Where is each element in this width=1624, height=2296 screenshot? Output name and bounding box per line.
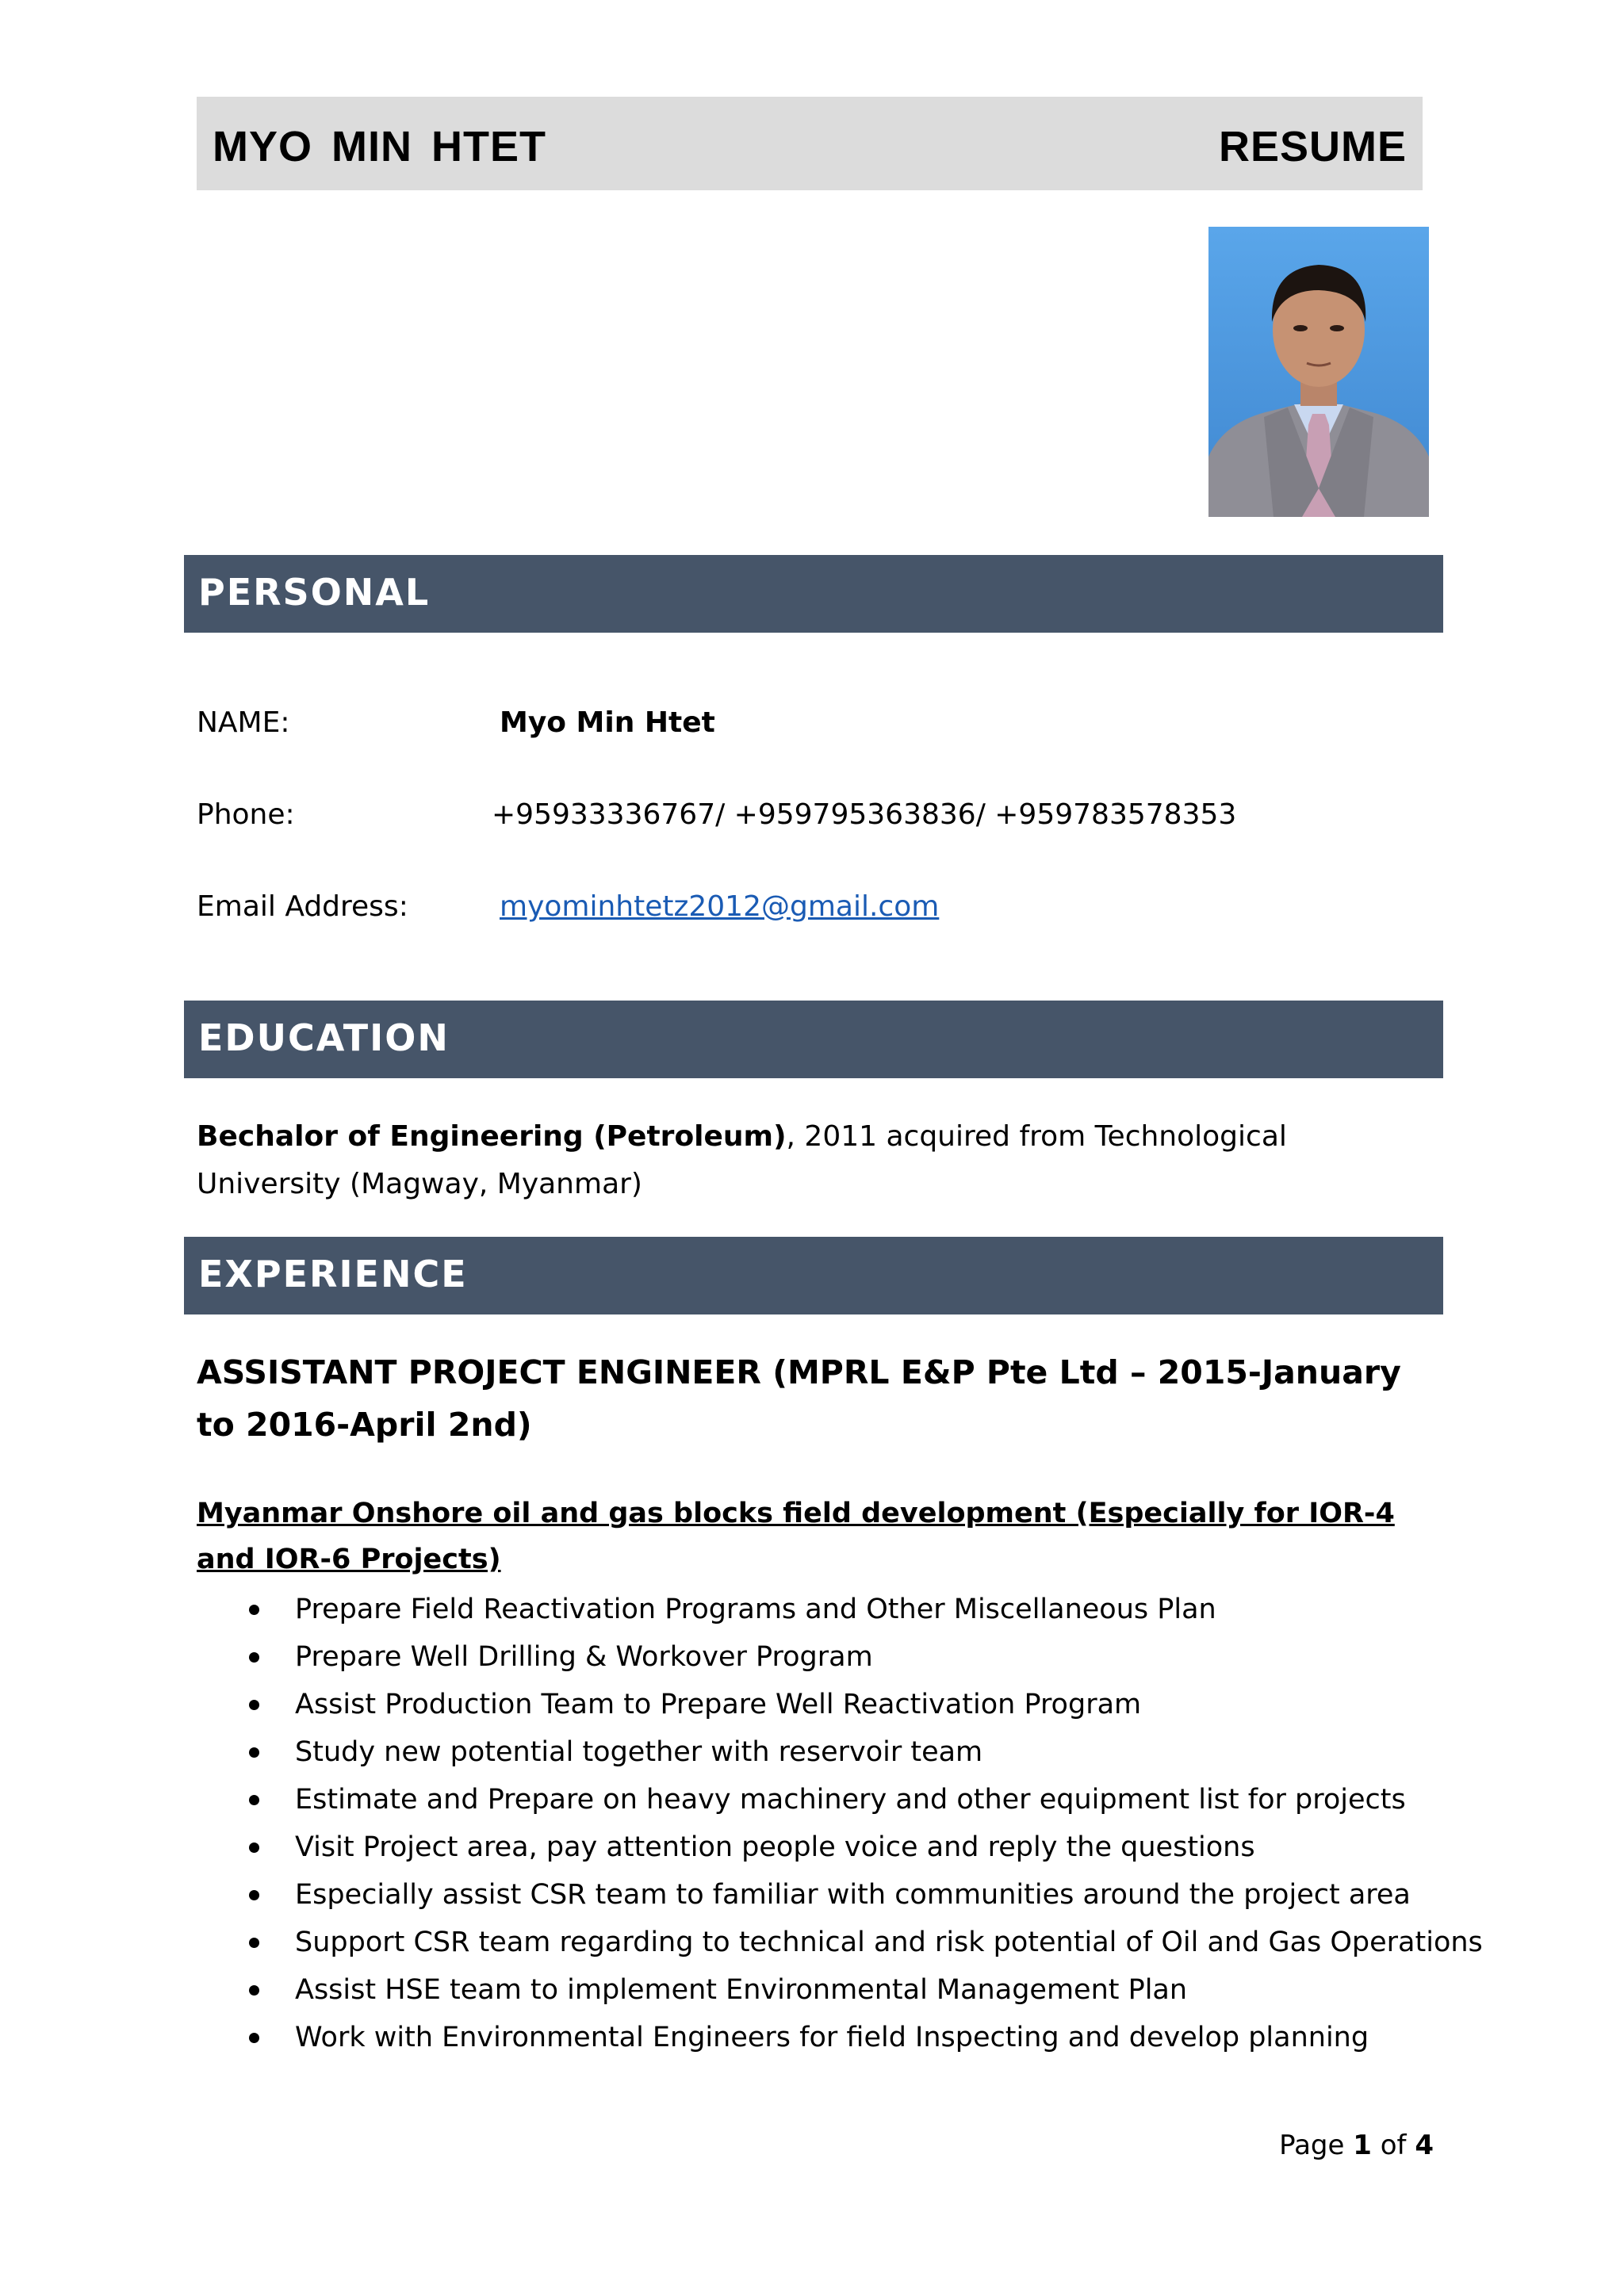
- list-item: Estimate and Prepare on heavy machinery and other equipment list for projects: [238, 1776, 1443, 1823]
- education-entry: [197, 1113, 1434, 1208]
- bullet-icon: [249, 1843, 259, 1853]
- bullet-icon: [249, 1795, 259, 1805]
- degree-detail: , 2011 acquired from Technological University (Magway, Myanmar): [197, 1120, 1287, 1200]
- name-label: NAME:: [197, 706, 290, 739]
- experience-section-header: [184, 1237, 1443, 1314]
- list-item: Assist HSE team to implement Environmental Management Plan: [238, 1966, 1443, 2014]
- personal-section-header: [184, 555, 1443, 633]
- resume-owner-name: MYO MIN HTET: [213, 123, 546, 170]
- job-title: ASSISTANT PROJECT ENGINEER (MPRL E&P Pte Ltd – 2015-January to 2016-April 2nd): [197, 1353, 1401, 1444]
- bullet-icon: [249, 1985, 259, 1996]
- experience-heading: EXPERIENCE: [198, 1253, 468, 1295]
- bullet-icon: [249, 1700, 259, 1710]
- education-section-header: [184, 1001, 1443, 1078]
- degree-title: Bechalor of Engineering (Petroleum): [197, 1120, 787, 1153]
- list-item: Especially assist CSR team to familiar with communities around the project area: [238, 1871, 1443, 1919]
- bullet-icon: [249, 1605, 259, 1615]
- phone-value: +95933336767/ +959795363836/ +959783578353: [492, 798, 1237, 831]
- bullet-icon: [249, 2033, 259, 2043]
- phone-label: Phone:: [197, 798, 295, 831]
- bullet-icon: [249, 1938, 259, 1948]
- resume-label: RESUME: [1218, 123, 1407, 170]
- education-heading: EDUCATION: [198, 1016, 450, 1059]
- list-item: Assist Production Team to Prepare Well Reactivation Program: [238, 1681, 1443, 1728]
- duties-list: [238, 1586, 1483, 2061]
- list-item: Visit Project area, pay attention people voice and reply the questions: [238, 1823, 1443, 1871]
- project-title: Myanmar Onshore oil and gas blocks field development (Especially for IOR-4 and IOR-6 Projects): [197, 1498, 1395, 1575]
- email-label: Email Address:: [197, 890, 408, 923]
- list-item: Prepare Field Reactivation Programs and Other Miscellaneous Plan: [238, 1586, 1443, 1633]
- name-value: Myo Min Htet: [500, 706, 715, 739]
- personal-heading: PERSONAL: [198, 571, 431, 614]
- title-bar: [197, 97, 1423, 190]
- list-item: Work with Environmental Engineers for field Inspecting and develop planning: [238, 2014, 1443, 2061]
- bullet-icon: [249, 1890, 259, 1900]
- list-item: Study new potential together with reservoir team: [238, 1728, 1443, 1776]
- profile-photo: [1208, 227, 1429, 517]
- bullet-icon: [249, 1652, 259, 1663]
- list-item: Prepare Well Drilling & Workover Program: [238, 1633, 1443, 1681]
- email-link[interactable]: myominhtetz2012@gmail.com: [500, 890, 940, 923]
- page-number: Page 1 of 4: [1279, 2130, 1434, 2161]
- bullet-icon: [249, 1747, 259, 1758]
- list-item: Support CSR team regarding to technical and risk potential of Oil and Gas Operations: [238, 1919, 1443, 1966]
